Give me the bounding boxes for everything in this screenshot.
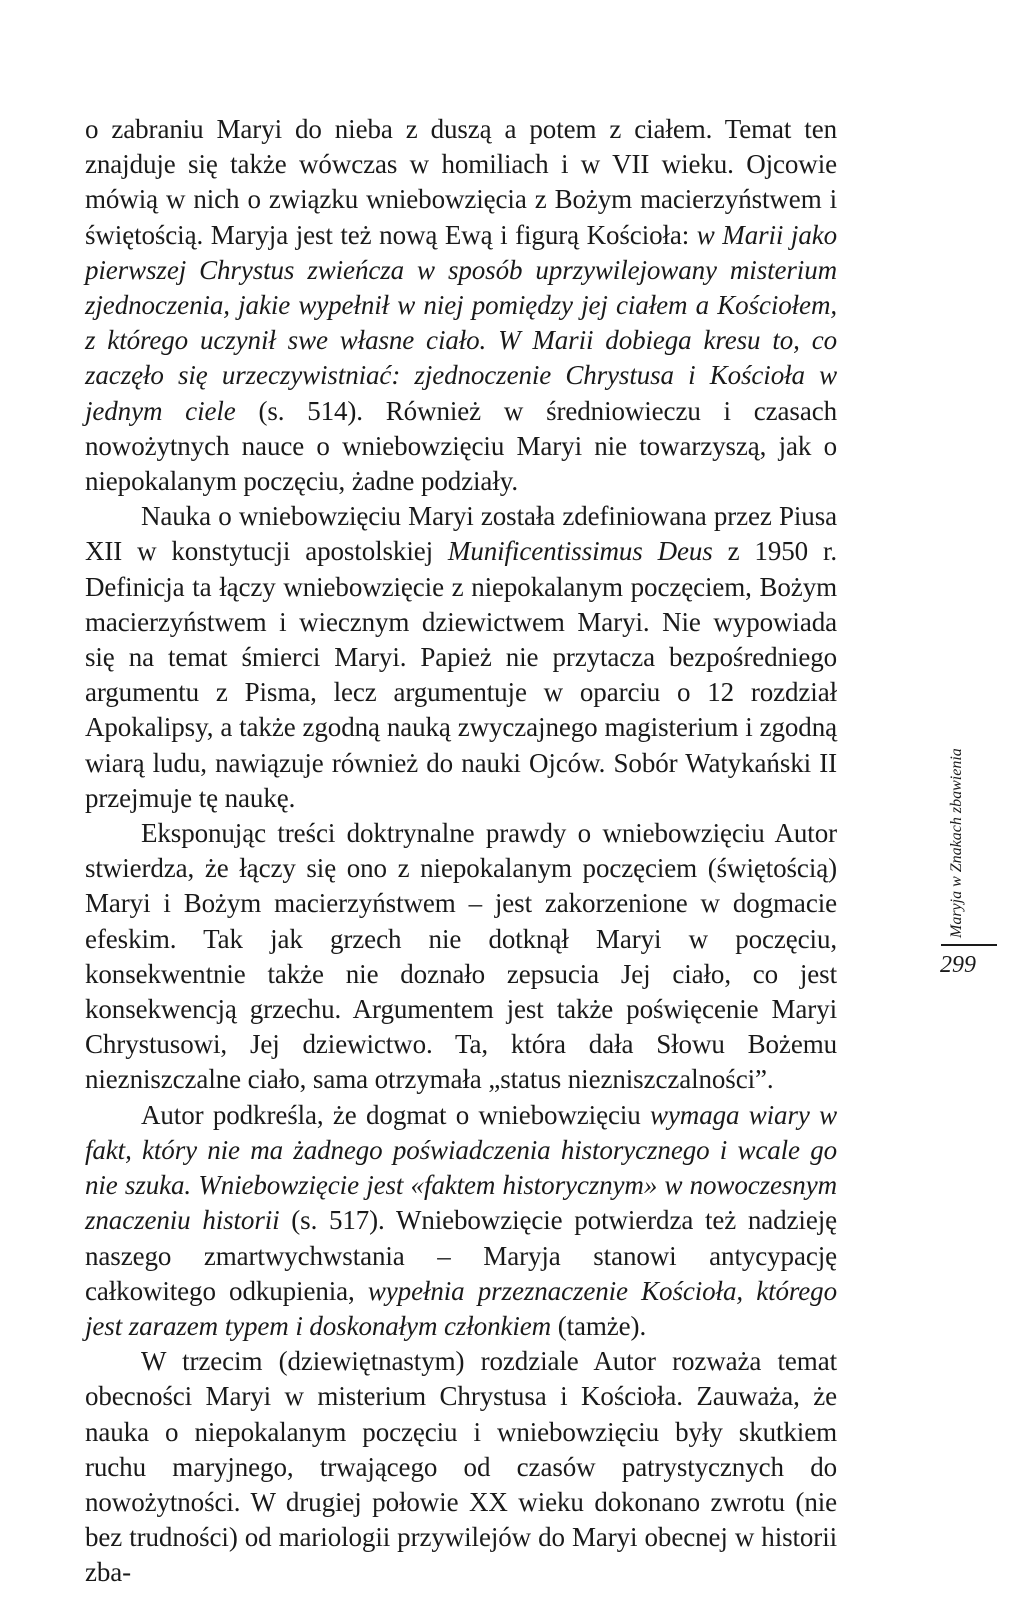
paragraph-3-text-1: Eksponując treści doktrynalne prawdy o wniebowzięciu Autor stwierdza, że łączy się ono z niepokalanym poczęciem (świętością) Maryi i Bożym macierzyństwem – jest zakorzenione w dogmacie efeskim. Tak jak grzech nie dotknął Maryi w poczęciu, konsekwentnie także nie doznało zepsucia Jej ciało, co jest konsekwencją grzechu. Argumentem jest także poświęcenie Maryi Chrystusowi, Jej dziewictwo. Ta, która dała Słowu Bożemu niezniszczalne ciało, sama otrzymała „status niezniszczalności”.	[85, 818, 837, 1095]
paragraph-1	[85, 112, 837, 499]
running-head: Maryja w Znakach zbawienia	[948, 748, 965, 938]
paragraph-2-text-1: Nauka o wniebowzięciu Maryi została zdefiniowana przez Piusa XII w konstytucji apostolskiej	[85, 501, 837, 567]
paragraph-4-text-1: Autor podkreśla, że dogmat o wniebowzięciu	[141, 1099, 650, 1130]
paragraph-4-quote-1: wymaga wiary w fakt, który nie ma żadnego poświadczenia historycznego i wcale go nie szuka. Wniebowzięcie jest «faktem historycznym» w nowoczesnym znaczeniu historii	[85, 1099, 837, 1236]
paragraph-4	[85, 1098, 837, 1344]
paragraph-2-title: Munificentissimus Deus	[447, 536, 713, 567]
paragraph-4-text-3: (tamże).	[551, 1310, 647, 1341]
paragraph-5-text-1: W trzecim (dziewiętnastym) rozdziale Autor rozważa temat obecności Maryi w misterium Chrystusa i Kościoła. Zauważa, że nauka o niepokalanym poczęciu i wniebowzięciu były skutkiem ruchu maryjnego, trwającego od czasów patrystycznych do nowożytności. W drugiej połowie XX wieku dokonano zwrotu (nie bez trudności) od mariologii przywilejów do Maryi obecnej w historii zba-	[85, 1346, 837, 1588]
paragraph-2-text-2: z 1950 r. Definicja ta łączy wniebowzięcie z niepokalanym poczęciem, Bożym macierzyństwem i wiecznym dziewictwem Maryi. Nie wypowiada się na temat śmierci Maryi. Papież nie przytacza bezpośredniego argumentu z Pisma, lecz argumentuje w oparciu o 12 rozdział Apokalipsy, a także zgodną nauką zwyczajnego magisterium i zgodną wiarą ludu, nawiązuje również do nauki Ojców. Sobór Watykański II przejmuje tę naukę.	[85, 536, 837, 813]
paragraph-2	[85, 499, 837, 816]
paragraph-1-quote-1: w Marii jako pierwszej Chrystus zwieńcza w sposób uprzywilejowany misterium zjednoczenia, jakie wypełnił w niej pomiędzy jej ciałem a Kościołem, z którego uczynił swe własne ciało. W Marii dobiega kresu to, co zaczęło się urzeczywistniać: zjednoczenie Chrystusa i Kościoła w jednym ciele	[85, 219, 837, 426]
page-number-rule	[941, 944, 997, 946]
paragraph-1-text-2: (s. 514). Również w średniowieczu i czasach nowożytnych nauce o wniebowzięciu Maryi nie towarzyszą, jak o niepokalanym poczęciu, żadne podziały.	[85, 395, 837, 497]
paragraph-4-text-2: (s. 517). Wniebowzięcie potwierdza też nadzieję naszego zmartwychwstania – Maryja stanowi antycypację całkowitego odkupienia,	[85, 1205, 837, 1306]
main-text	[85, 112, 837, 1591]
paragraph-3	[85, 816, 837, 1098]
page-number: 299	[940, 952, 976, 978]
paragraph-4-quote-2: wypełnia przeznaczenie Kościoła, którego jest zarazem typem i doskonałym członkiem	[85, 1275, 837, 1341]
paragraph-1-text-1: o zabraniu Maryi do nieba z duszą a potem z ciałem. Temat ten znajduje się także wówczas w homiliach i w VII wieku. Ojcowie mówią w nich o związku wniebowzięcia z Bożym macierzyństwem i świętością. Maryja jest też nową Ewą i figurą Kościoła:	[85, 114, 837, 250]
paragraph-5	[85, 1344, 837, 1590]
